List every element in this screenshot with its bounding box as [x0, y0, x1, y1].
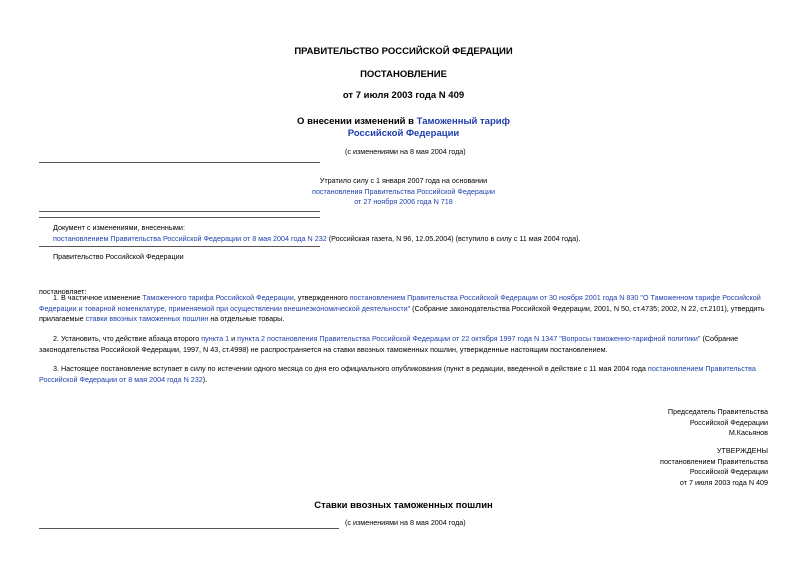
p2-text-b: и [229, 334, 238, 343]
p1-decree-830-link[interactable]: постановлением Правительства Российской Федерации от 30 ноября 2001 года N 830 "О Таможенном тарифе Российской Федерации и товарной номенклатуре, применяемой при осуществлении внешнеэкономической деятельности" [39, 293, 761, 313]
changes-link[interactable]: постановлением Правительства Российской Федерации от 8 мая 2004 года N 232 [53, 233, 327, 243]
p1-text-a: 1. В частичное изменение [53, 293, 143, 302]
approved-block [660, 446, 768, 488]
repeal-link-2[interactable]: от 27 ноября 2006 года N 718 [354, 197, 453, 206]
divider [39, 528, 339, 529]
changes-intro: Документ с изменениями, внесенными: [53, 223, 185, 232]
p1-rates-link[interactable]: ставки ввозных таможенных пошлин [85, 314, 209, 323]
p3-text-b: ). [202, 374, 208, 384]
annex-amended-note: (с изменениями на 8 мая 2004 года) [345, 518, 466, 527]
divider [39, 246, 320, 247]
doc-title [0, 116, 807, 140]
paragraph-1 [39, 293, 769, 325]
divider [39, 211, 320, 212]
p1-tariff-link[interactable]: Таможенного тарифа Российской Федерации [142, 293, 294, 302]
doc-type-heading: ПОСТАНОВЛЕНИЕ [360, 69, 447, 80]
paragraph-3 [39, 364, 769, 385]
doc-date: от 7 июля 2003 года N 409 [342, 90, 465, 101]
signature-line-1: Председатель Правительства [667, 407, 768, 416]
signature-line-2: Российской Федерации [689, 417, 768, 427]
signature-name: М.Касьянов [728, 428, 768, 437]
title-prefix: О внесении изменений в [297, 116, 417, 127]
repeal-note [0, 176, 807, 208]
government-heading: ПРАВИТЕЛЬСТВО РОССИЙСКОЙ ФЕДЕРАЦИИ [294, 46, 513, 57]
issuer: Правительство Российской Федерации [53, 252, 184, 261]
divider [39, 162, 320, 163]
p1-text-d: на отдельные товары. [208, 314, 285, 323]
p3-text-a: 3. Настоящее постановление вступает в силу по истечении одного месяца со дня его официального опубликования (пункт в редакции, введенной в действие с 11 мая 2004 года [53, 364, 648, 373]
repeal-link-1[interactable]: постановления Правительства Российской Федерации [311, 186, 496, 196]
decrees-word: постановляет: [39, 287, 87, 296]
amended-note: (с изменениями на 8 мая 2004 года) [345, 147, 466, 156]
tariff-link[interactable]: Таможенный тариф [416, 116, 510, 127]
approved-line-1: УТВЕРЖДЕНЫ [716, 446, 768, 455]
p2-text-a: 2. Установить, что действие абзаца второго [53, 334, 202, 343]
repeal-line1: Утратило силу с 1 января 2007 года на основании [319, 176, 488, 185]
signature-block [668, 407, 768, 439]
changes-block [53, 223, 773, 244]
tariff-link-line2[interactable]: Российской Федерации [347, 128, 460, 139]
p3-decree-232-link[interactable]: постановлением Правительства Российской Федерации от 8 мая 2004 года N 232 [39, 364, 756, 384]
p2-point-1-link[interactable]: пункта 1 [201, 334, 230, 343]
approved-line-4: от 7 июля 2003 года N 409 [679, 477, 768, 487]
p2-text-c: (Собрание законодательства Российской Федерации, 1997, N 43, ст.4998) не распространяется на ставки ввозных таможенных пошлин, утвержденные настоящим постановлением. [39, 334, 739, 354]
paragraph-2 [39, 334, 769, 355]
approved-line-3: Российской Федерации [689, 467, 768, 476]
p1-text-b: , утвержденного [293, 293, 350, 302]
p1-text-c: (Собрание законодательства Российской Федерации, 2001, N 50, ст.4735; 2002, N 22, ст.2101), утвердить прилагаемые [39, 303, 765, 323]
changes-rest: (Российская газета, N 96, 12.05.2004) (вступило в силу с 11 мая 2004 года). [326, 233, 581, 243]
annex-title: Ставки ввозных таможенных пошлин [314, 500, 493, 511]
divider [39, 217, 320, 218]
p2-decree-1347-link[interactable]: пункта 2 постановления Правительства Российской Федерации от 22 октября 1997 года N 1347 "Вопросы таможенно-тарифной политики" [237, 334, 701, 343]
approved-line-2: постановлением Правительства [660, 456, 768, 466]
